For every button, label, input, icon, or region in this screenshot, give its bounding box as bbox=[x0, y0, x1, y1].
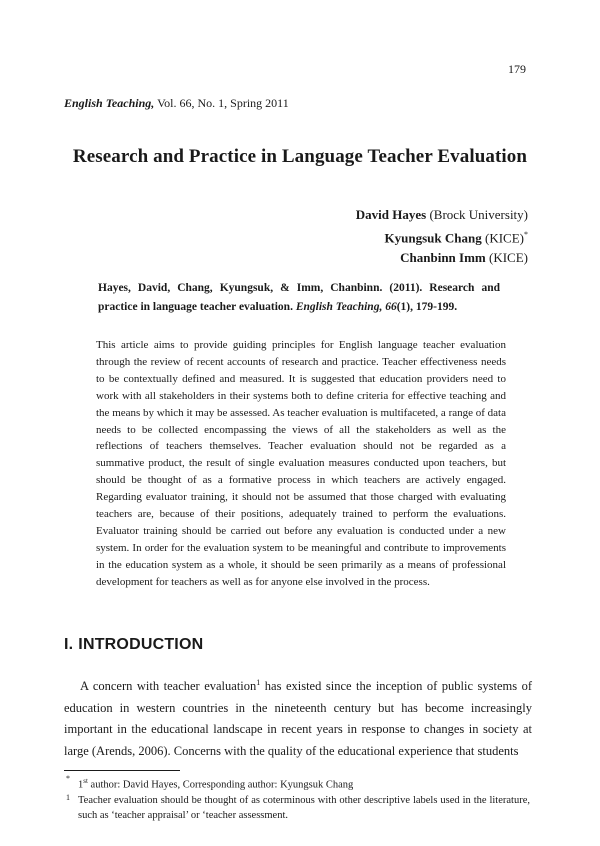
footnote-ordinal-suffix: st bbox=[83, 777, 88, 785]
footnote bbox=[64, 774, 530, 793]
section-title: INTRODUCTION bbox=[78, 636, 204, 653]
paper-title: Research and Practice in Language Teacher Evaluation bbox=[72, 146, 528, 167]
citation-journal: English Teaching, bbox=[295, 301, 383, 313]
footnotes bbox=[64, 774, 530, 823]
intro-text-rest: has existed since the inception of public systems of education in western countries in the nineteenth century but has become increasingly important in the educational landscape in recent years in response to changes in society at large (Arends, 2006). Concerns with the quality of the educational experience that students bbox=[64, 679, 532, 758]
author-affiliation: (Brock University) bbox=[429, 207, 528, 222]
introduction-paragraph bbox=[64, 676, 532, 762]
footnote-mark: * bbox=[66, 774, 70, 783]
running-head-details: Vol. 66, No. 1, Spring 2011 bbox=[157, 96, 289, 110]
running-head-journal: English Teaching, bbox=[64, 96, 155, 110]
running-head bbox=[64, 96, 289, 111]
citation-volume: 66 bbox=[385, 301, 397, 313]
abstract: This article aims to provide guiding principles for English language teacher evaluation through the review of recent accounts of research and practice. Teacher effectiveness needs to be contextually defined and measured. It is suggested that education providers need to work with all stakeholders in their systems both to define criteria for effective teaching and the means by which it may be assessed. As teacher evaluation is multifaceted, a range of data needs to be collected encompassing the views of all the stakeholders as well as the reflections of teachers themselves. Teacher evaluation should not be regarded as a summative product, the result of single evaluation measures conducted upon teachers, but should be thought of as a formative process in which teachers are actively engaged. Regarding evaluator training, it should not be assumed that those charged with evaluating teachers are, because of their positions, adequately trained to perform the evaluations. Evaluator training should be carried out before any evaluation is conducted under a new system. In order for the evaluation system to be meaningful and contribute to improvements in the education system as a whole, it should be seen primarily as a means of professional development for teachers as well as for anyone else involved in the process. bbox=[96, 339, 506, 588]
author-affiliation: (KICE) bbox=[489, 250, 528, 266]
author-line bbox=[356, 248, 528, 268]
footnote-mark: 1 bbox=[66, 792, 70, 802]
author-name: Chanbinn Imm bbox=[400, 250, 486, 266]
intro-text-start: A concern with teacher evaluation bbox=[80, 679, 257, 693]
section-number: I. bbox=[64, 636, 74, 653]
author-affiliation: (KICE) bbox=[485, 230, 524, 246]
footnote-text: author: David Hayes, Corresponding author: Kyungsuk Chang bbox=[87, 779, 354, 791]
page-number: 179 bbox=[508, 62, 526, 76]
footnote-text: Teacher evaluation should be thought of as coterminous with other descriptive labels used in the literature, such as ‘teacher appraisal’ or ‘teacher assessment. bbox=[78, 794, 530, 821]
footnote bbox=[64, 793, 530, 823]
author-line bbox=[356, 205, 528, 225]
footnote-ordinal: 1 bbox=[78, 779, 84, 791]
citation bbox=[98, 279, 500, 317]
author-name: Kyungsuk Chang bbox=[384, 230, 482, 246]
author-list bbox=[356, 205, 528, 268]
author-name: David Hayes bbox=[355, 207, 427, 222]
citation-rest: (1), 179-199. bbox=[396, 301, 458, 313]
author-line bbox=[356, 225, 528, 248]
citation-lead: Hayes, David, Chang, Kyungsuk, & Imm, Chanbinn. (2011). Research and practice in language teacher evaluation. bbox=[98, 282, 500, 313]
footnote-ref: 1 bbox=[256, 677, 261, 687]
corresponding-author-mark: * bbox=[524, 230, 528, 239]
footnote-divider bbox=[64, 770, 180, 771]
section-heading bbox=[64, 636, 203, 654]
